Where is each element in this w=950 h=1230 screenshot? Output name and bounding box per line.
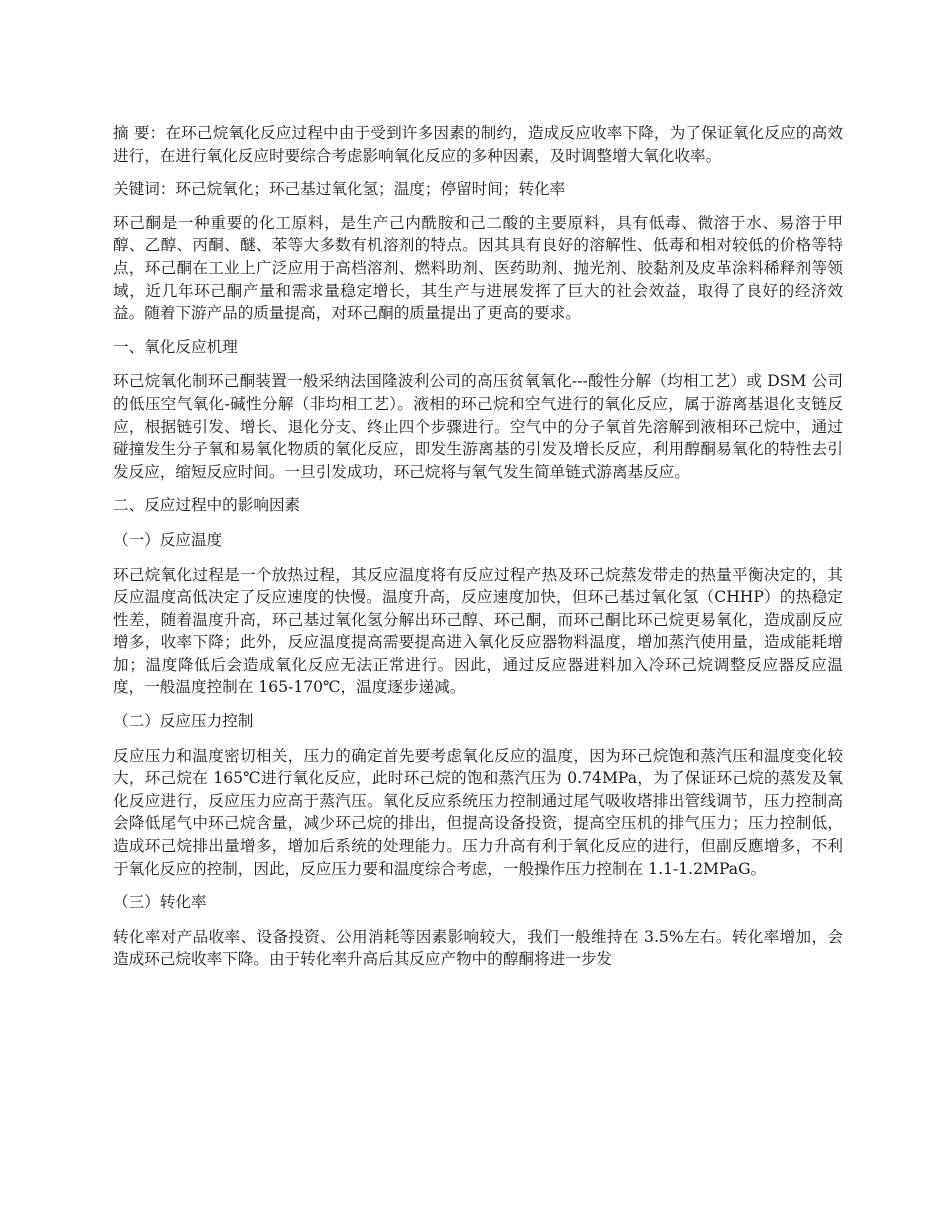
subheading-temperature: （一）反应温度 [113,530,223,549]
intro-paragraph: 环己酮是一种重要的化工原料，是生产己内酰胺和己二酸的主要原料，具有低毒、微溶于水、易溶于甲醇、乙醇、丙酮、醚、苯等大多数有机溶剂的特点。因其具有良好的溶解性、低毒和相对较低的价格等特点，环己酮在工业上广泛应用于高档溶剂、燃料助剂、医药助剂、抛光剂、胶黏剂及皮革涂料稀释剂等领域，近几年环己酮产量和需求量稳定增长，其生产与进展发挥了巨大的社会效益，取得了良好的经济效益。随着下游产品的质量提高，对环己酮的质量提出了更高的要求。 [113,213,843,323]
section-heading-factors: 二、反应过程中的影响因素 [113,496,301,515]
section-heading-mechanism: 一、氧化反应机理 [113,337,238,356]
subheading-conversion: （三）转化率 [113,893,207,912]
temperature-paragraph: 环己烷氧化过程是一个放热过程，其反应温度将有反应过程产热及环己烷蒸发带走的热量平衡决定的，其反应温度高低决定了反应速度的快慢。温度升高，反应速度加快，但环己基过氧化氢（CHHP）的热稳定性差，随着温度升高，环己基过氧化氢分解出环己醇、环己酮，而环己酮比环己烷更易氧化，造成副反应增多，收率下降；此外，反应温度提高需要提高进入氧化反应器物料温度，增加蒸汽使用量，造成能耗增加；温度降低后会造成氧化反应无法正常进行。因此，通过反应器进料加入冷环己烷调整反应器反应温度，一般温度控制在 165-170℃，温度逐步递减。 [113,565,843,697]
document-page [113,122,843,982]
mechanism-paragraph: 环己烷氧化制环己酮装置一般采纳法国隆波利公司的高压贫氧氧化---酸性分解（均相工艺）或 DSM 公司的低压空气氧化-碱性分解（非均相工艺）。液相的环己烷和空气进行的氧化反应，属于游离基退化支链反应，根据链引发、增长、退化分支、终止四个步骤进行。空气中的分子氧首先溶解到液相环己烷中，通过碰撞发生分子氧和易氧化物质的氧化反应，即发生游离基的引发及增长反应，利用醇酮易氧化的特性去引发反应，缩短反应时间。一旦引发成功，环己烷将与氧气发生简单链式游离基反应。 [113,372,843,481]
conversion-paragraph: 转化率对产品收率、设备投资、公用消耗等因素影响较大，我们一般维持在 3.5%左右。转化率增加，会造成环己烷收率下降。由于转化率升高后其反应产物中的醇酮将进一步发 [113,927,843,969]
subheading-pressure: （二）反应压力控制 [113,712,254,731]
pressure-paragraph: 反应压力和温度密切相关，压力的确定首先要考虑氧化反应的温度，因为环己烷饱和蒸汽压和温度变化较大，环己烷在 165℃进行氧化反应，此时环己烷的饱和蒸汽压为 0.74MPa，为了保证环己烷的蒸发及氧化反应进行，反应压力应高于蒸汽压。氧化反应系统压力控制通过尾气吸收塔排出管线调节，压力控制高会降低尾气中环己烷含量，减少环己烷的排出，但提高设备投资，提高空压机的排气压力；压力控制低，造成环己烷排出量增多，增加后系统的处理能力。压力升高有利于氧化反应的进行，但副反應增多，不利于氧化反应的控制，因此，反应压力要和温度综合考虑，一般操作压力控制在 1.1-1.2MPaG。 [113,746,843,878]
abstract: 摘 要：在环己烷氧化反应过程中由于受到许多因素的制约，造成反应收率下降，为了保证氧化反应的高效进行，在进行氧化反应时要综合考虑影响氧化反应的多种因素，及时调整增大氧化收率。 [113,124,843,165]
keywords: 关键词：环己烷氧化；环己基过氧化氢；温度；停留时间；转化率 [113,180,566,199]
